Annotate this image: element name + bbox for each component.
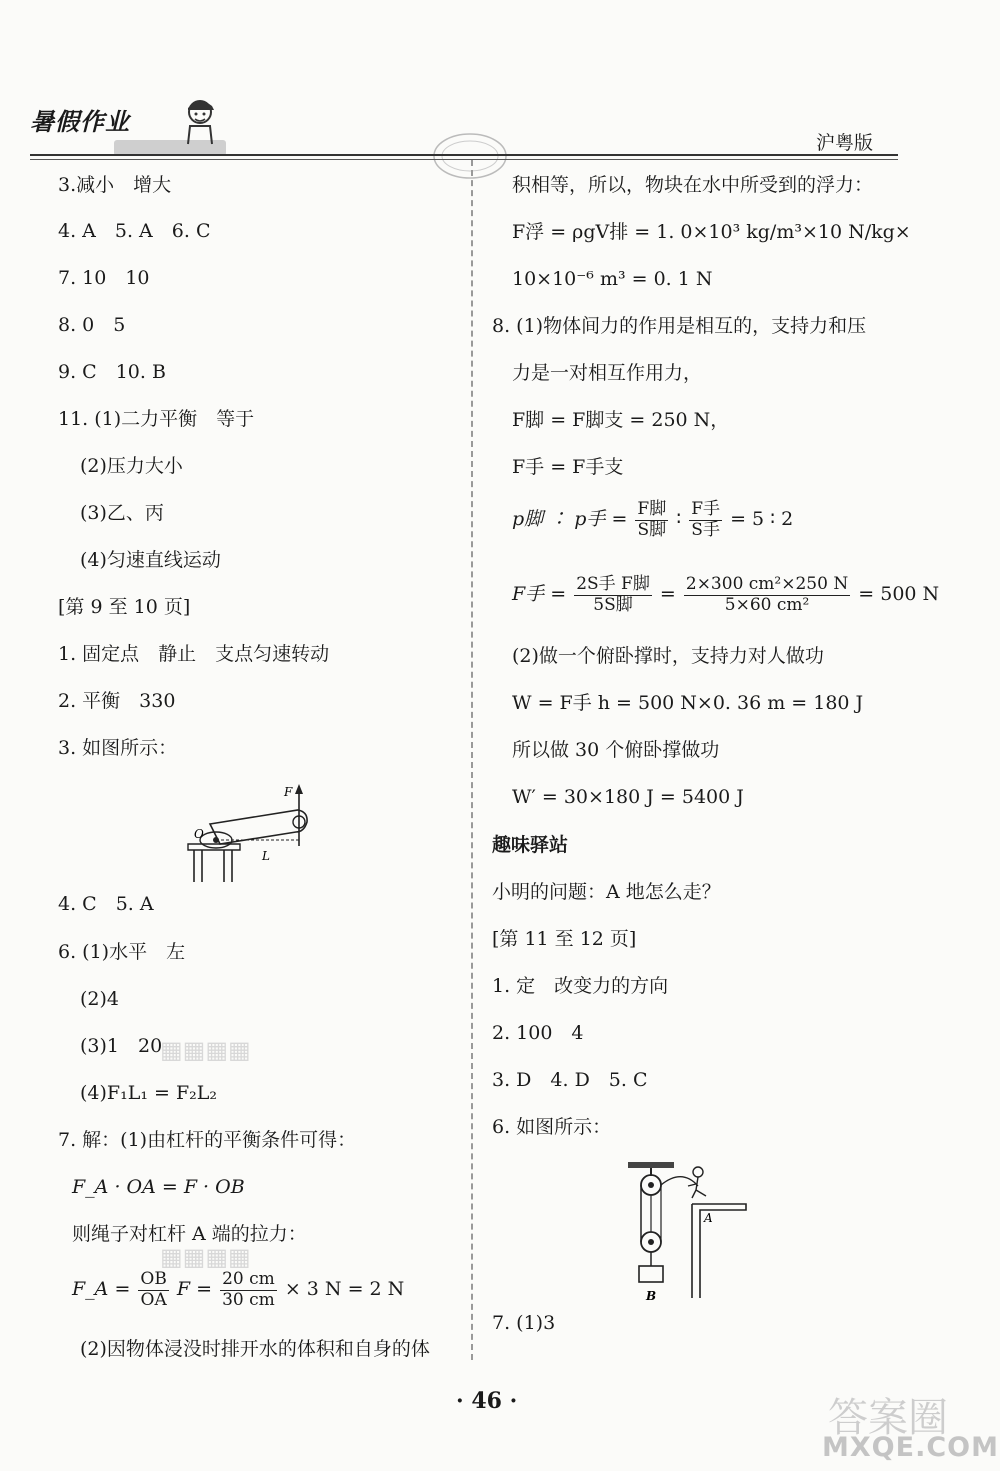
answer-line: 8. 0 5 [58,314,126,336]
answer-line: 11. (1)二力平衡 等于 [58,408,255,430]
formula-lhs: F_A = [72,1278,137,1301]
header-logo: 暑假作业 [30,107,130,136]
fraction: $\frac{\text{2×300 cm²×250 N}}{\text{5×60 cm²}}$ [685,574,849,615]
answer-line: (3)乙、丙 [80,502,164,524]
fraction: $\frac{20 cm}{30 cm}$ [222,1269,275,1310]
person-head-icon [693,1167,703,1177]
section-title: 趣味驿站 [492,834,569,856]
section-heading: [第 11 至 12 页] [492,928,637,950]
watermark-logo [822,1388,999,1468]
arm [210,810,307,844]
formula-line: W′ = 30×180 J = 5400 J [512,786,744,808]
answer-line: 4. C 5. A [58,893,154,915]
answer-line: 积相等，所以，物块在水中所受到的浮力： [512,174,874,196]
answer-line: 2. 100 4 [492,1022,584,1044]
section-heading: [第 9 至 10 页] [58,596,191,618]
answer-line: (2)压力大小 [80,455,183,477]
fraction: $\frac{OB}{OA}$ [140,1269,167,1310]
formula-mid: F = [176,1278,219,1301]
table-top [188,844,240,850]
lever-diagram [180,782,330,884]
page-number: · 46 · [456,1388,518,1414]
point-label: A [704,1211,713,1225]
answer-line: 3. D 4. D 5. C [492,1069,648,1091]
formula-line: F浮 = ρgV排 = 1. 0×10³ kg/m³×10 N/kg× [512,221,911,243]
answer-line: 8. (1)物体间力的作用是相互的，支持力和压 [492,315,867,337]
answer-line: 9. C 10. B [58,361,166,383]
cartoon-boy-icon [178,96,222,146]
answer-line: (2)因物体浸没时排开水的体积和自身的体 [80,1338,430,1360]
answer-line: 6. (1)水平 左 [58,941,186,963]
answer-line: (2)4 [80,988,120,1010]
faded-watermark: ▦▦▦▦ [160,1243,251,1271]
answer-line: (3)1 20 [80,1035,163,1057]
block-label: B [646,1289,657,1303]
fraction: $\frac{\text{2S手 F脚}}{\text{5S脚}}$ [576,574,650,615]
answer-line: 6. 如图所示： [492,1116,612,1138]
header-rule [30,154,898,156]
answer-line: 所以做 30 个俯卧撑做功 [512,739,720,761]
answer-line: 3.减小 增大 [58,174,172,196]
ceiling [628,1162,674,1168]
header-rule-thin [30,159,898,160]
answer-line: 2. 平衡 330 [58,690,176,712]
answer-line: (4)匀速直线运动 [80,549,221,571]
answer-line: 7. 10 10 [58,267,150,289]
answer-line: 力是一对相互作用力， [512,362,703,384]
formula-line: F手 = F手支 [512,456,624,478]
fraction: $\frac{\text{F脚}}{\text{S脚}}$ [637,499,667,540]
faded-watermark: ▦▦▦▦ [160,1036,251,1064]
pivot-label: O [194,827,204,841]
fraction: $\frac{\text{F手}}{\text{S手}}$ [691,499,721,540]
column-divider [471,160,473,1360]
arm-length-label: L [262,849,270,863]
formula-line [72,1270,404,1310]
answer-line: 7. (1)3 [492,1312,556,1334]
answer-line: 4. A 5. A 6. C [58,220,211,242]
answer-line: 小明的问题：A 地怎么走？ [492,881,721,903]
formula-rhs: × 3 N = 2 N [284,1278,405,1301]
formula-line: F手 = $\frac{\text{2S手 F脚}}{\text{5S脚}}$ = $\frac{\text{2×300 cm²×250 N}}{\text{5×60 cm²}}$ = 500 N [512,574,940,615]
answer-line: 3. 如图所示： [58,737,178,759]
arrow-head-icon [295,784,303,794]
answer-line: 7. 解：(1)由杠杆的平衡条件可得： [58,1129,357,1151]
formula-line: F脚 = F脚支 = 250 N， [512,409,730,431]
pulley-diagram [622,1158,752,1304]
stamp-icon [428,128,512,184]
formula-line: W = F手 h = 500 N×0. 36 m = 180 J [512,692,864,714]
watermark-cn: 答案圈 [828,1395,948,1441]
ledge [692,1204,746,1298]
formula-line: F_A · OA = F · OB [72,1176,245,1198]
edition-label: 沪粤版 [816,132,874,154]
answer-line: 1. 定 改变力的方向 [492,975,669,997]
answer-line: 1. 固定点 静止 支点匀速转动 [58,643,330,665]
answer-line: (4)F₁L₁ = F₂L₂ [80,1082,217,1104]
watermark-url: MXQE.COM [822,1432,999,1463]
answer-line: (2)做一个俯卧撑时，支持力对人做功 [512,645,824,667]
answer-line: 则绳子对杠杆 A 端的拉力： [72,1223,307,1245]
weight-block [639,1266,663,1282]
formula-line: 10×10⁻⁶ m³ = 0. 1 N [512,268,713,290]
force-label: F [284,785,293,799]
formula-line: p脚 ∶ p手 = $\frac{\text{F脚}}{\text{S脚}}$ ∶ $\frac{\text{F手}}{\text{S手}}$ = 5 ∶ 2 [512,499,794,540]
